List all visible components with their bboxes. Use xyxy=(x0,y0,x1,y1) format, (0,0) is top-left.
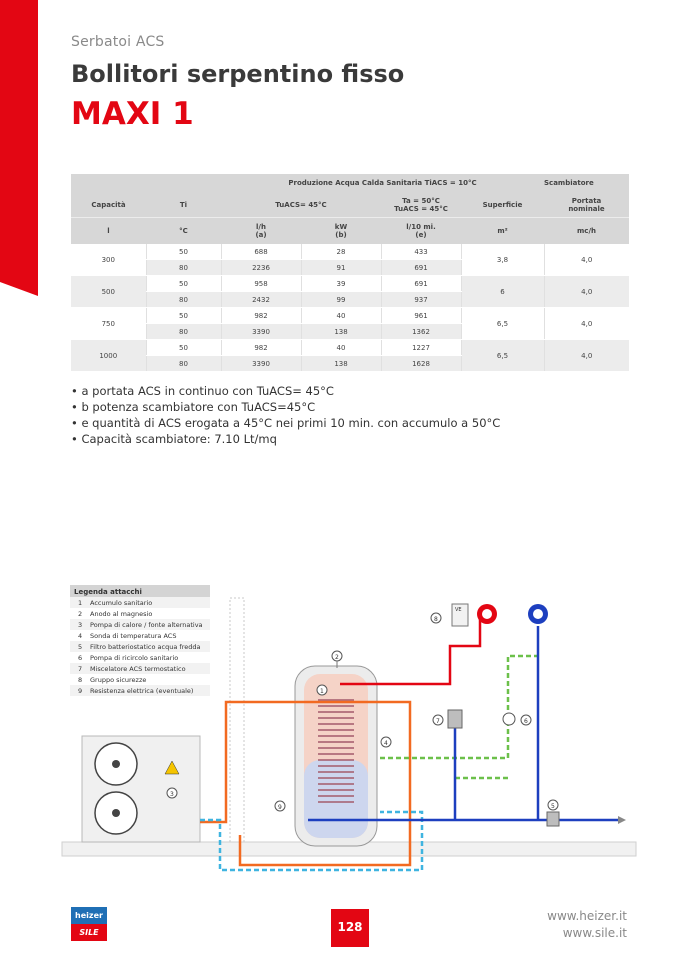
cell-capacity: 750 xyxy=(71,308,146,340)
svg-text:1: 1 xyxy=(320,688,324,695)
cell-lh: 688 xyxy=(221,244,301,260)
cell-surface: 6,5 xyxy=(461,340,544,372)
table-unit-surface: m² xyxy=(461,218,544,245)
cell-lh: 958 xyxy=(221,276,301,292)
table-row xyxy=(71,244,629,260)
legend-label: Resistenza elettrica (eventuale) xyxy=(90,687,194,695)
cell-ti: 50 xyxy=(146,308,221,324)
cell-l10: 961 xyxy=(381,308,461,324)
section-label: Serbatoi ACS xyxy=(71,34,165,50)
table-row xyxy=(71,340,629,356)
table-header-capacity: Capacità xyxy=(71,192,146,218)
legend-num: 2 xyxy=(78,610,83,618)
legend-label: Accumulo sanitario xyxy=(90,599,153,607)
table-header-surface: Superficie xyxy=(461,192,544,218)
svg-text:3: 3 xyxy=(170,791,174,798)
cell-kw: 91 xyxy=(301,260,381,276)
cell-flow: 4,0 xyxy=(544,276,629,308)
cell-ti: 50 xyxy=(146,244,221,260)
svg-text:8: 8 xyxy=(434,616,438,623)
table-header-ti: Ti xyxy=(146,192,221,218)
note-item: • Capacità scambiatore: 7.10 Lt/mq xyxy=(71,431,500,447)
cell-l10: 1628 xyxy=(381,356,461,372)
table-row xyxy=(71,308,629,324)
legend-num: 4 xyxy=(78,632,83,640)
table-header-ta: Ta = 50°C TuACS = 45°C xyxy=(381,192,461,218)
mixer-valve xyxy=(448,710,462,728)
cell-lh: 982 xyxy=(221,308,301,324)
cell-ti: 50 xyxy=(146,276,221,292)
cell-ti: 80 xyxy=(146,356,221,372)
table-unit-ti: °C xyxy=(146,218,221,245)
red-side-tab xyxy=(0,0,38,296)
table-unit-lh: l/h (a) xyxy=(221,218,301,245)
cell-capacity: 500 xyxy=(71,276,146,308)
table-header-production: Produzione Acqua Calda Sanitaria TiACS = 10°C xyxy=(221,174,544,192)
cell-flow: 4,0 xyxy=(544,340,629,372)
cell-surface: 3,8 xyxy=(461,244,544,276)
legend-box xyxy=(70,585,210,696)
table-header-tuacs: TuACS= 45°C xyxy=(221,192,381,218)
expansion-vessel-label: VE xyxy=(455,607,462,613)
cell-kw: 138 xyxy=(301,324,381,340)
cell-ti: 80 xyxy=(146,260,221,276)
table-row xyxy=(71,276,629,292)
heat-pump-unit xyxy=(82,736,200,842)
note-item: • a portata ACS in continuo con TuACS= 45°C xyxy=(71,383,500,399)
brand-logo: heizer SILE xyxy=(71,907,107,941)
cell-surface: 6 xyxy=(461,276,544,308)
installation-diagram xyxy=(60,580,638,880)
legend-num: 7 xyxy=(78,665,83,673)
table-unit-flow: mc/h xyxy=(544,218,629,245)
cell-kw: 40 xyxy=(301,340,381,356)
cell-capacity: 300 xyxy=(71,244,146,276)
website-link[interactable]: www.sile.it xyxy=(562,926,627,940)
product-name: MAXI 1 xyxy=(71,96,194,132)
cell-ti: 80 xyxy=(146,292,221,308)
note-item: • e quantità di ACS erogata a 45°C nei primi 10 min. con accumulo a 50°C xyxy=(71,415,500,431)
table-unit-l10: l/10 mi. (e) xyxy=(381,218,461,245)
table-unit-kw: kW (b) xyxy=(301,218,381,245)
cell-capacity: 1000 xyxy=(71,340,146,372)
legend-num: 6 xyxy=(78,654,83,662)
wall xyxy=(230,598,244,856)
legend-label: Miscelatore ACS termostatico xyxy=(90,665,186,673)
cell-ti: 50 xyxy=(146,340,221,356)
website-link[interactable]: www.heizer.it xyxy=(547,909,627,923)
legend-num: 1 xyxy=(78,599,83,607)
legend-num: 9 xyxy=(78,687,83,695)
cell-l10: 691 xyxy=(381,260,461,276)
svg-text:7: 7 xyxy=(436,718,440,725)
cell-kw: 40 xyxy=(301,308,381,324)
legend-label: Sonda di temperatura ACS xyxy=(90,632,177,640)
cell-lh: 2432 xyxy=(221,292,301,308)
legend-label: Anodo al magnesio xyxy=(90,610,153,618)
table-header-empty xyxy=(146,174,221,192)
cell-kw: 138 xyxy=(301,356,381,372)
table-header-empty xyxy=(71,174,146,192)
cell-lh: 2236 xyxy=(221,260,301,276)
page-title: Bollitori serpentino fisso xyxy=(71,60,405,88)
table-header-flow: Portata nominale xyxy=(544,192,629,218)
cell-l10: 691 xyxy=(381,276,461,292)
legend-title: Legenda attacchi xyxy=(74,588,142,596)
legend-label: Pompa di calore / fonte alternativa xyxy=(90,621,203,629)
cell-l10: 1227 xyxy=(381,340,461,356)
filter xyxy=(547,812,559,826)
notes-list xyxy=(71,383,500,447)
legend-label: Filtro batteriostatico acqua fredda xyxy=(90,643,201,651)
svg-text:9: 9 xyxy=(278,804,282,811)
recirculation-pump xyxy=(503,713,515,725)
spec-table xyxy=(71,174,629,372)
cell-l10: 433 xyxy=(381,244,461,260)
cell-lh: 982 xyxy=(221,340,301,356)
cell-l10: 1362 xyxy=(381,324,461,340)
inlet-arrow-icon xyxy=(618,816,626,824)
legend-num: 8 xyxy=(78,676,83,684)
cell-kw: 28 xyxy=(301,244,381,260)
cell-surface: 6,5 xyxy=(461,308,544,340)
note-item: • b potenza scambiatore con TuACS=45°C xyxy=(71,399,500,415)
legend-num: 5 xyxy=(78,643,83,651)
water-heater-tank xyxy=(295,651,377,846)
cell-flow: 4,0 xyxy=(544,244,629,276)
legend-num: 3 xyxy=(78,621,83,629)
cell-lh: 3390 xyxy=(221,356,301,372)
legend-label: Pompa di ricircolo sanitario xyxy=(90,654,179,662)
cell-ti: 80 xyxy=(146,324,221,340)
table-header-exchanger: Scambiatore xyxy=(544,174,629,192)
svg-text:2: 2 xyxy=(335,654,339,661)
legend-label: Gruppo sicurezze xyxy=(90,676,147,684)
table-unit-capacity: l xyxy=(71,218,146,245)
cell-flow: 4,0 xyxy=(544,308,629,340)
cell-lh: 3390 xyxy=(221,324,301,340)
svg-text:4: 4 xyxy=(384,740,388,747)
cell-kw: 39 xyxy=(301,276,381,292)
page-number: 128 xyxy=(331,909,369,947)
svg-text:6: 6 xyxy=(524,718,528,725)
cell-l10: 937 xyxy=(381,292,461,308)
cell-kw: 99 xyxy=(301,292,381,308)
svg-text:5: 5 xyxy=(551,803,555,810)
